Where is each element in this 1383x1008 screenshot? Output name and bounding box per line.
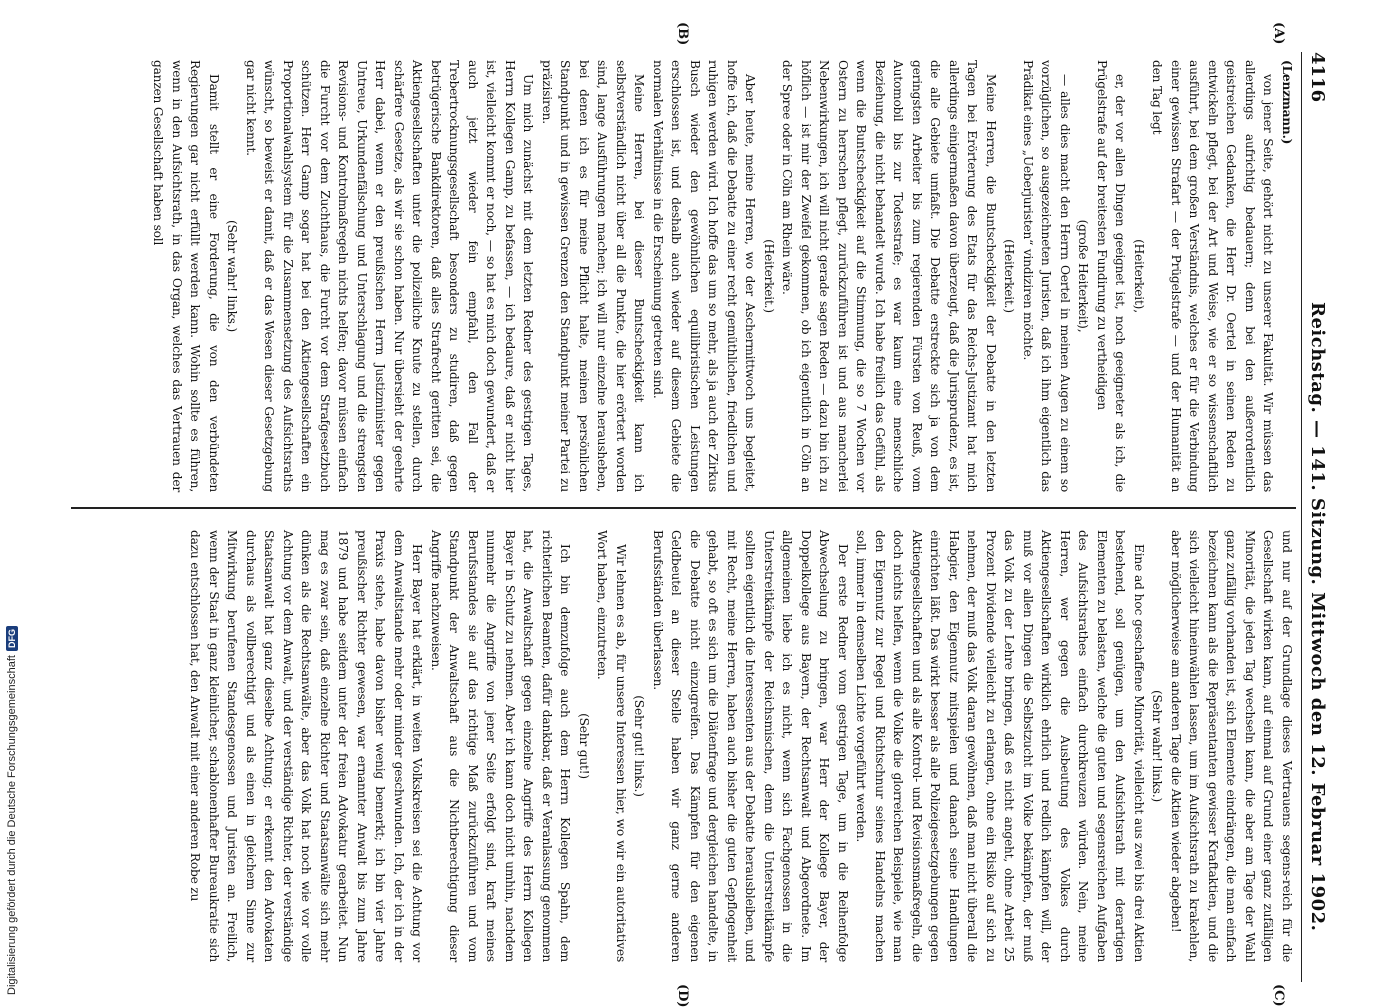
digitization-credit [6, 626, 18, 995]
margin-mark-b: (B) [675, 22, 690, 46]
paragraph: Um mich zunächst mit dem letzten Redner des gestrigen Tages, Herrn Kollegen Gamp, zu befassen, — ich bedaure, daß er nicht hier ist, vielleicht kommt er noch, — so hat es mich doch gewundert, daß er auch jetzt wieder fein empfahl, den Fall der Trebertrocknungsgesellschaft besonders zu studiren, daß gegen betrügerische Bankdirektoren, daß alles Strafrecht geritten sei, die Aktiengesellschaften unter die polizeiliche Knute zu stellen, durch schärfere Gesetze, als wir sie schon haben. Nur übersieht der geehrte Herr dabei, wenn er den preußischen Herrn Justizminister gegen Untreue, Urkundenfälschung und Unterschlagung und die strengsten Revisions- und Kontrolmaßregeln nichts helfen; davor müssen einfach die Furcht vor dem Zuchthaus, die Furcht vor dem Strafgesetzbuch schützen. Herr Gamp sogar hat bei den Aktiengesellschaften ein Proportionalwahlsystem für die Zusammensetzung des Aufsichtsraths wünscht, so beweist er damit, daß er das Wesen dieser Gesetzgebung gar nicht kennt. [244, 60, 536, 492]
paragraph: Meine Herren, die Buntscheckigkeit der Debatte in den letzten Tagen bei Erörterung des Etats für das Reichs-Justizamt hat mich allerdings einigermaßen davon überzeugt, daß die Jurisprudenz, es ist, die alle Gebiete umfaßt. Die Debatte erstreckte sich ja von dem geringsten Arbeiter bis zum regierenden Fürsten von Reuß, vom Automobil bis zur Todesstrafe; es war kaum eine menschliche Beziehung, die nicht behandelt wurde. Ich habe freilich das Gefühl, als wenn die Buntscheckigkeit auf die Stimmung, die so 7 Wochen vor Ostern zu herrschen pflegt, zurückzuführen ist und aus mancherlei Nebenwirkungen, ich will nicht gerade sagen Reden — dazu bin ich zu höflich — ist mir der Zweifel gekommen, ob ich eigentlich in Cöln an der Spree oder in Cöln am Rhein wäre. [780, 60, 998, 492]
page-number: 4116 [1307, 52, 1328, 103]
paragraph: Eine ad hoc geschaffene Minorität, vielleicht aus zwei bis drei Aktien bestehend, soll genügen, um den Aufsichtsrath mit derartigen Elementen zu belasten, welche die guten und segensreichen Aufgaben des Aufsichtsrathes einfach durchkreuzen würden. Nein, meine Herren, wer gegen die Ausbeutung des Volkes durch Aktiengesellschaften wirklich ehrlich und redlich kämpfen will, der muß vor allen Dingen die Selbstzucht im Volke bekämpfen, der muß das Volk zu der Lehre bringen, daß es nicht angeht, ohne Arbeit 25 Prozent Dividende vielleicht zu erlangen, ohne ein Risiko auf sich zu nehmen, der muß das Volk daran gewöhnen, daß man nicht überall die Habgier, den Eigennutz mitspielen und danach seine Handlungen einrichten läßt. Das wirkt besser als alle Polizeigesetzgebungen gegen Aktiengesellschaften und als alle Kontrol- und Revisionsmaßregeln, die doch nichts helfen, wenn die Volke die glorreichen Beispiele, wie man den Eigennutz zur Regel und Richtschnur seines Handelns machen soll, immer in demselben Lichte vorgeführt werden. [854, 530, 1146, 962]
right-column [186, 530, 1296, 962]
paragraph: Aber heute, meine Herren, wo der Aschermittwoch uns begleitet, hoffe ich, daß die Debatte zu einer recht gemüthlichen, friedlichen und ruhigen werden wird. Ich hoffe das um so mehr, als ja auch der Zirkus Busch wieder den gewöhnlichen equilibristischen Leistungen erschlossen ist, und deshalb auch wieder auf diesem Gebiete die normalen Verhältnisse in die Erscheinung getreten sind. [651, 60, 758, 492]
paragraph: er, der vor allen Dingen geeignet ist, noch geeigneter als ich, die Prügelstrafe auf der breitesten Fundirung zu vertheidigen [1095, 60, 1128, 492]
paragraph: Meine Herren, bei dieser Buntscheckigkeit kann ich selbstverständlich nicht über all die Punkte, die hier erörtert worden sind, lange Ausführungen machen; ich will nur einzelne herausheben, bei denen ich es für meine Pflicht halte, meinen persönlichen Standpunkt und in gewissen Grenzen den Standpunkt meiner Partei zu präzisiren. [540, 60, 647, 492]
interjection: (Sehr wahr! links.) [1150, 689, 1165, 803]
margin-mark-c: (C) [1271, 984, 1286, 1007]
interjection: (große Heiterkeit), [1076, 219, 1091, 333]
margin-mark-d: (D) [675, 984, 690, 1008]
rotated-page [65, 22, 1330, 1008]
margin-mark-a: (A) [1271, 22, 1286, 45]
left-column [149, 60, 1296, 492]
paragraph: Ich bin demzufolge auch dem Herrn Kollegen Spahn, dem richterlichen Beamten, dafür dankbar, daß er Veranlassung genommen hat, die Anwaltschaft gegen einzelne Angriffe des Herrn Kollegen Bayer in Schutz zu nehmen. Aber ich kann doch nicht umhin, nachdem nunmehr die Angriffe von jener Seite erfolgt sind, kraft meines Berufsstandes sie auf das richtige Maß zurückzuführen und vom Standpunkt der Anwaltschaft aus die Nichtberechtigung dieser Angriffe nachzuweisen. [429, 530, 573, 962]
paragraph: Damit stellt er eine Forderung, die von den verbündeten Regierungen gar nicht erfüllt werden kann. Wohin sollte es führen, wenn in den Aufsichtsrath, in das Organ, welches das Vertrauen der ganzen Gesellschaft haben soll [151, 60, 221, 492]
interjection: (Heiterkeit.) [1002, 239, 1017, 313]
page-header [1301, 52, 1330, 982]
paragraph: Der erste Redner vom gestrigen Tage, um in die Reihenfolge Abwechselung zu bringen, war Herr der Kollege Bayer, der Doppelkollege aus Bayern, der Rechtsanwalt und Abgeordnete. Im allgemeinen liebe ich es nicht, wenn sich Fachgenossen in die Unterstreitkämpfe der Reichsmischen, denn die Unterstreitkämpfe sollten eigentlich die Interessenten aus der Debatte herausbleiben, und mit Recht, meine Herren, haben auch bisher die guten Gepflogenheit gehabt, so oft es sich um die Diätenfrage und dergleichen handelte, in die Debatte nicht einzugreifen. Das Kämpfen für den eigenen Geldbeutel an dieser Stelle haben wir ganz gerne anderen Berufsständen überlassen. [651, 530, 850, 962]
column-divider [71, 507, 1296, 509]
paragraph: und nur auf der Grundlage dieses Vertrauens segens-reich für die Gesellschaft wirken kann, auf einmal auf Grund einer ganz zufälligen Minorität, die jeden Tag wechseln kann, die aber am Tage der Wahl ganz zufällig vorhanden ist, sich Elemente eindrängen, die man einfach bezeichnen kann als die Repräsentanten gewisser Kraftaktien, und die sich vielleicht hineinwählen lassen, um im Aufsichtsrath zu krakehlen, aber möglicherweise am anderen Tage die Aktien wieder abgeben! [1169, 530, 1294, 962]
interjection: (Sehr gut! links.) [632, 695, 647, 797]
credit-text: Digitalisierung gefördert durch die Deutsche Forschungsgemeinschaft [6, 655, 18, 995]
speaker-name: (Lenzmann.) [1280, 60, 1294, 145]
interjection: (Sehr gut!) [577, 713, 591, 779]
interjection: (Heiterkeit), [1132, 239, 1146, 313]
dfg-logo: DFG [6, 626, 18, 651]
paragraph: — alles dies macht den Herrn Oertel in meinen Augen zu einem so vorzüglichen, so ausgezeichneten Juristen, daß ich ihm eigentlich das Prädikat eines „Ueberjuristen“ vindiziren möchte. [1021, 60, 1072, 492]
interjection: (Sehr wahr! links.) [225, 219, 240, 333]
paragraph: Herr Bayer hat erklärt, in weiten Volkskreisen sei die Achtung vor dem Anwaltstande mehr oder minder geschwunden. Ich, der ich in der Praxis stehe, habe davon bisher wenig bemerkt; ich bin vier Jahre preußischer Richter gewesen, war ernannter Anwalt bis zum Jahre 1879 und habe seitdem unter der freien Advokatur gearbeitet. Nun mag es zwar sein, daß einzelne Richter und Staatsanwälte sich mehr dünken als die Rechtsanwälte, aber das Volk hat noch wie vor volle Achtung vor dem Anwalt, und der verständige Richter, der verständige Staatsanwalt hat ganz dieselbe Achtung; er erkennt den Advokaten durchaus als vollberechtigt und als einen in gleichem Sinne zur Mitwirkung berufenen Standesgenossen und Juristen an. Freilich, wenn der Staat in ganz kleinlicher, schablonenhafter Bureaukratie sich dazu entschlossen hat, den Anwalt mit einer anderen Robe zu [188, 530, 425, 962]
interjection: (Heiterkeit.) [762, 239, 776, 313]
running-title: Reichstag. — 141. Sitzung. Mittwoch den 12. Februar 1902. [1307, 302, 1328, 932]
paragraph: Wir lehnen es ab, für unsere Interessen hier, wo wir ein autoritatives Wort haben, einzutreten. [595, 530, 628, 962]
paragraph: von jener Seite, gehört nicht zu unserer Fakultät. Wir müssen das allerdings aufrichtig bedauern; denn bei den außerordentlich geistreichen Gedanken, die Herr Dr. Oertel in seinen Reden zu entwickeln pflegt, bei der Art und Weise, wie er so wissenschaftlich ausführt, bei dem großen Verständnis, welches er für die Verbindung einer gewissen Strafart — der Prügelstrafe — und der Humanität an den Tag legt [1150, 60, 1276, 492]
